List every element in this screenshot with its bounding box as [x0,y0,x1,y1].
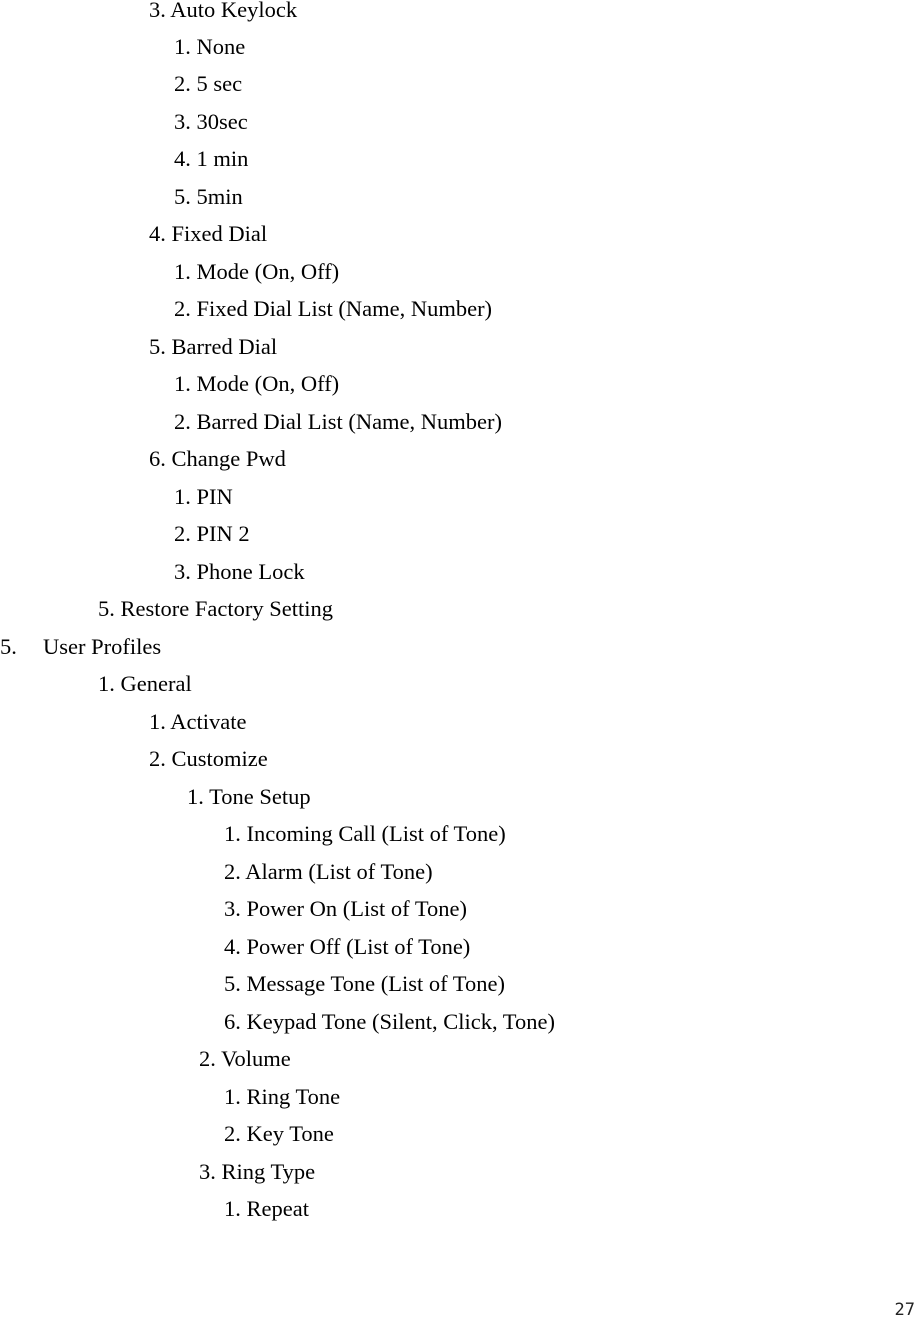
outline-item: 6. Keypad Tone (Silent, Click, Tone) [224,1009,555,1034]
outline-item: 1. Repeat [224,1196,309,1221]
outline-item: 5. 5min [174,184,243,209]
outline-item: 1. Ring Tone [224,1084,341,1109]
outline-item: 2. PIN 2 [174,521,250,546]
outline-item: 2. Key Tone [224,1121,334,1146]
outline-item: 1. Incoming Call (List of Tone) [224,821,506,846]
outline-item: 3. Auto Keylock [149,0,298,22]
outline-item: 2. Volume [199,1046,291,1071]
outline-item: 6. Change Pwd [149,446,286,471]
section-heading: User Profiles [43,634,162,659]
outline-item: 2. Customize [149,746,268,771]
outline-item: 3. 30sec [174,109,248,134]
outline-item: 1. Tone Setup [187,784,311,809]
outline-item: 5. Restore Factory Setting [98,596,333,621]
outline-item: 1. None [174,34,246,59]
page-number: 27 [894,1300,915,1320]
outline-item: 1. PIN [174,484,233,509]
section-number: 5. [0,634,17,659]
outline-item: 2. Barred Dial List (Name, Number) [174,409,503,434]
outline-item: 1. General [98,671,192,696]
outline-item: 2. 5 sec [174,71,243,96]
outline-item: 1. Mode (On, Off) [174,259,340,284]
outline-item: 1. Mode (On, Off) [174,371,340,396]
outline-item: 2. Alarm (List of Tone) [224,859,433,884]
outline-item: 3. Ring Type [199,1159,316,1184]
outline-item: 3. Phone Lock [174,559,305,584]
outline-item: 4. 1 min [174,146,249,171]
outline-item: 4. Fixed Dial [149,221,268,246]
outline-item: 1. Activate [149,709,247,734]
outline-item: 5. Barred Dial [149,334,278,359]
outline-item: 4. Power Off (List of Tone) [224,934,471,959]
outline-item: 3. Power On (List of Tone) [224,896,467,921]
outline-item: 5. Message Tone (List of Tone) [224,971,505,996]
outline-item: 2. Fixed Dial List (Name, Number) [174,296,493,321]
